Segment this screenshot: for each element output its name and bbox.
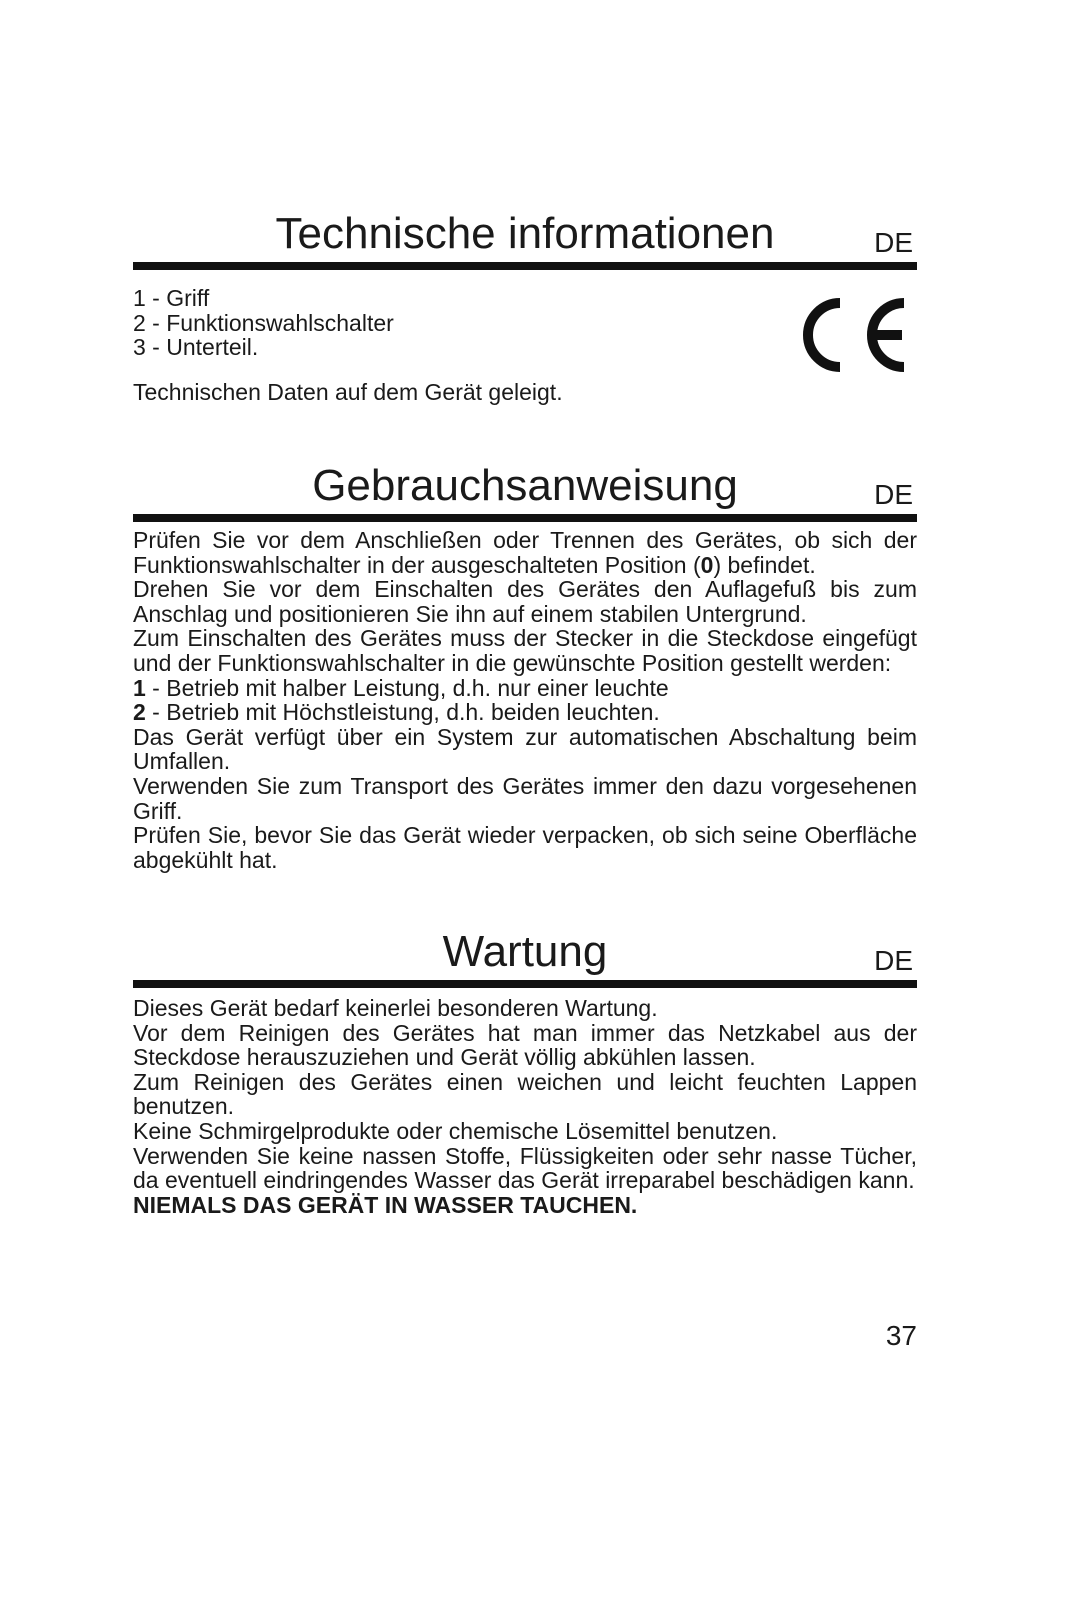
paragraph: Verwenden Sie keine nassen Stoffe, Flüssigkeiten oder sehr nasse Tücher, da eventuell eindringendes Wasser das Gerät irreparabel beschädigen kann.: [133, 1142, 917, 1194]
paragraph: Prüfen Sie, bevor Sie das Gerät wieder verpacken, ob sich seine Oberfläche abgekühlt hat.: [133, 822, 917, 873]
option-text: - Betrieb mit halber Leistung, d.h. nur einer leuchte: [145, 674, 669, 701]
option-number: 2: [133, 699, 146, 726]
warning-text: NIEMALS DAS GERÄT IN WASSER TAUCHEN.: [133, 1191, 638, 1218]
paragraph: Keine Schmirgelprodukte oder chemische Lösemittel benutzen.: [133, 1117, 778, 1144]
section-instructions: [133, 462, 917, 872]
text-span: ) befindet.: [713, 551, 816, 578]
section-title: Gebrauchsanweisung: [312, 461, 738, 510]
option-number: 1: [133, 674, 146, 701]
section-header: [133, 928, 917, 976]
paragraph: Zum Einschalten des Gerätes muss der Stecker in die Steckdose eingefügt und der Funktionswahlschalter in die gewünschte Position gestellt werden:: [133, 625, 917, 676]
section-header: [133, 210, 917, 258]
ce-mark-icon: [800, 295, 912, 375]
section-divider: [133, 514, 917, 522]
list-item: 1 - Griff: [133, 285, 210, 311]
paragraph: [133, 528, 917, 577]
text-span: Prüfen Sie vor dem Anschließen oder Trennen des Gerätes, ob sich der Funktionswahlschalter in der ausgeschalteten Position (: [133, 527, 917, 578]
paragraph: Dieses Gerät bedarf keinerlei besonderen Wartung.: [133, 995, 658, 1021]
section-divider: [133, 980, 917, 988]
section-divider: [133, 262, 917, 270]
section-header: [133, 462, 917, 510]
list-item: 2 - Funktionswahlschalter: [133, 309, 394, 336]
position-zero: 0: [700, 551, 714, 578]
paragraph: Drehen Sie vor dem Einschalten des Gerätes den Auflagefuß bis zum Anschlag und positionieren Sie ihn auf einem stabilen Untergrund.: [133, 576, 917, 627]
option-1: [133, 676, 917, 701]
language-label: DE: [874, 945, 913, 976]
instructions-body: [133, 528, 917, 872]
paragraph: Zum Reinigen des Gerätes einen weichen und leicht feuchten Lappen benutzen.: [133, 1068, 917, 1120]
page-number: 37: [885, 1320, 917, 1351]
paragraph: Das Gerät verfügt über ein System zur automatischen Abschaltung beim Umfallen.: [133, 723, 917, 775]
option-2: [133, 700, 917, 725]
language-label: DE: [874, 479, 913, 510]
section-title: Technische informationen: [275, 209, 775, 258]
paragraph: Verwenden Sie zum Transport des Gerätes immer den dazu vorgesehenen Griff.: [133, 772, 917, 824]
section-maintenance: [133, 928, 917, 1217]
section-title: Wartung: [442, 927, 608, 976]
maintenance-body: [133, 996, 917, 1217]
technical-data-note: Technischen Daten auf dem Gerät geleigt.: [133, 378, 563, 405]
option-text: - Betrieb mit Höchstleistung, d.h. beiden leuchten.: [145, 699, 660, 726]
language-label: DE: [874, 227, 913, 258]
list-item: 3 - Unterteil.: [133, 334, 259, 361]
paragraph: Vor dem Reinigen des Gerätes hat man immer das Netzkabel aus der Steckdose herauszuziehen und Gerät völlig abkühlen lassen.: [133, 1019, 917, 1071]
